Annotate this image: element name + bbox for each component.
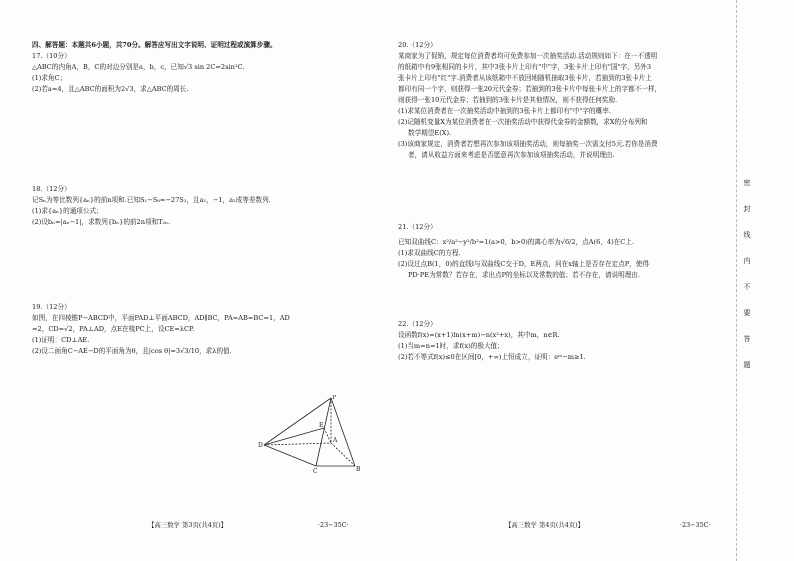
q20-line-3: 张卡片上印有"红"字.消费者从该纸箱中不放回地随机抽取3张卡片，若抽到的3张卡片上	[398, 74, 652, 82]
q17-title: 17.（10分）	[32, 52, 71, 60]
q20-line-5: 则获得一张10元代金券；若抽到的3张卡片是其他情况，则不获得任何奖励.	[398, 96, 618, 104]
edge-pc	[316, 398, 331, 466]
seal-char: 线	[743, 231, 751, 239]
q22-part1: (1)当m=n=1时，求f(x)的极大值；	[398, 342, 504, 350]
q21-part2b: PD·PE为常数？若存在，求出点P的坐标以及常数的值；若不存在，请说明理由.	[408, 271, 641, 279]
q19-part2: (2)设二面角C−AE−D的平面角为θ，且|cos θ|=3√3/10，求λ的值.	[32, 347, 232, 355]
q18-part1: (1)求{aₙ}的通项公式；	[32, 207, 103, 215]
q17-part1: (1)求角C；	[32, 74, 67, 82]
label-p: P	[332, 395, 337, 401]
question-18	[32, 184, 387, 228]
q22-stem: 设函数f(x)=(x+1)ln(x+m)−n(x²+x)，其中m，n∈R.	[398, 331, 560, 339]
edge-pb	[331, 398, 355, 466]
q21-title: 21.（12分）	[398, 223, 437, 231]
label-d: D	[258, 442, 263, 449]
q17-stem: △ABC的内角A，B，C的对边分别是a，b，c，已知√3 sin 2C=2sin²C.	[32, 63, 245, 71]
pyramid-figure	[258, 395, 362, 475]
seal-char: 封	[743, 205, 751, 213]
edge-dc	[264, 445, 316, 466]
right-column	[398, 40, 728, 363]
q18-stem: 记Sₙ为等比数列{aₙ}的前n项和.已知S₁−S₈=−27S₂，且a₁，−1，a₂成等差数列.	[32, 196, 271, 204]
q22-title: 22.（12分）	[398, 320, 437, 328]
seal-char: 答	[743, 335, 751, 343]
question-17	[32, 51, 387, 95]
q20-line-2: 的纸箱中有9张相同的卡片，其中3张卡片上印有"中"字，3张卡片上印有"国"字，另外3	[398, 63, 652, 71]
seal-char: 内	[743, 257, 751, 265]
q21-part1: (1)求双曲线C的方程.	[398, 249, 461, 257]
label-a: A	[333, 437, 338, 444]
q20-title: 20.（12分）	[398, 41, 437, 49]
edge-ab	[331, 443, 355, 466]
q20-part2a: (2)记随机变量X为某位消费者在一次抽奖活动中获得代金券的金额数，求X的分布列和	[398, 118, 648, 126]
seal-char: 不	[743, 283, 751, 291]
seal-text	[741, 180, 753, 388]
q19-title: 19.（12分）	[32, 303, 71, 311]
seal-char: 密	[743, 179, 751, 187]
q20-part1: (1)求某位消费者在一次抽奖活动中抽到的3张卡片上都印有"中"字的概率.	[398, 107, 611, 115]
seal-char: 要	[743, 309, 751, 317]
label-b: B	[356, 466, 361, 473]
seal-char: 题	[743, 361, 751, 369]
q19-stem-1: 如图，在四棱锥P−ABCD中，平面PAD⊥平面ABCD，AD∥BC，PA=AB=BC=1，AD	[32, 314, 290, 322]
question-22	[398, 319, 728, 363]
q20-part3b: 者，请从收益方面来考虑是否愿意再次参加该项抽奖活动，并说明理由.	[408, 151, 615, 159]
footer-left-page: 【高三数学 第3页(共4页)】	[148, 521, 228, 529]
label-e: E	[319, 422, 324, 429]
footer-right-code: ·23−35C·	[680, 521, 711, 529]
footer-left-code: ·23−35C·	[318, 521, 349, 529]
q21-stem: 已知双曲线C：x²/a²−y²/b²=1(a>0，b>0)的离心率为√6/2，点A(6，4)在C上.	[398, 238, 634, 246]
q21-part2a: (2)设过点B(1，0)的直线l与双曲线C交于D，E两点，问在x轴上是否存在定点P，使得	[398, 260, 649, 268]
q20-part2b: 数学期望E(X).	[408, 129, 452, 137]
q19-stem-2: =2，CD=√2，PA⊥AD，点E在棱PC上，设CE=λCP.	[32, 325, 195, 333]
question-20	[398, 40, 728, 161]
edge-ea	[324, 428, 331, 443]
q17-part2: (2)若a=4，且△ABC的面积为2√3，求△ABC的周长.	[32, 85, 189, 93]
q20-part3a: (3)该商家规定，消费者若想再次参加该项抽奖活动，则每抽奖一次需支付5元.若你是消费	[398, 140, 658, 148]
left-column	[32, 40, 387, 357]
binding-line	[736, 0, 738, 561]
question-21	[398, 222, 728, 281]
q20-line-4: 都印有同一个字，则获得一张20元代金券；若抽到的3张卡片中每张卡片上的字都不一样，	[398, 85, 662, 93]
q18-title: 18.（12分）	[32, 185, 71, 193]
question-19	[32, 302, 387, 357]
footer-right-page: 【高三数学 第4页(共4页)】	[505, 521, 585, 529]
section-header: 四、解答题：本题共6小题，共70分。解答应写出文字说明、证明过程或演算步骤。	[32, 41, 277, 49]
label-c: C	[313, 468, 318, 475]
q20-line-1: 某商家为了促销，规定每位消费者均可免费参加一次抽奖活动.活动规则如下：在一不透明	[398, 52, 658, 60]
edge-ed	[264, 428, 324, 445]
q18-part2: (2)设bₙ=|aₙ−1|，求数列{bₙ}的前2n项和T₂ₙ.	[32, 218, 171, 226]
q19-part1: (1)证明：CD⊥AE.	[32, 336, 90, 344]
q22-part2: (2)若不等式f(x)≤0在区间[0，+∞)上恒成立，证明：eᵐ−m≥1.	[398, 353, 586, 361]
